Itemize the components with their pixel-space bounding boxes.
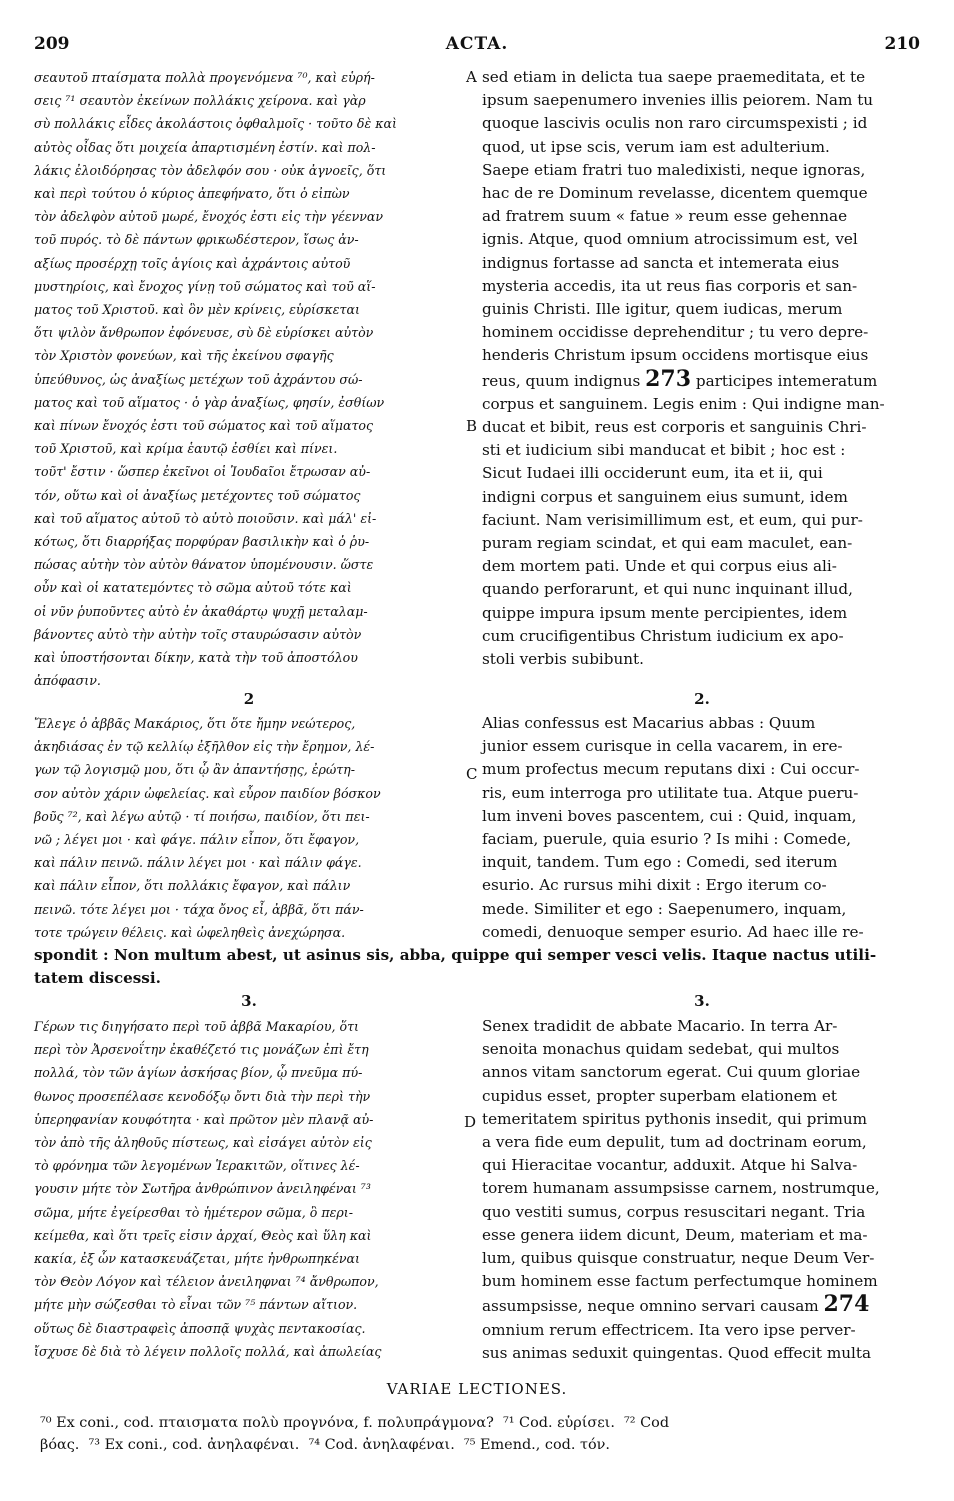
greek-section-3-heading: 3. [241, 992, 257, 1010]
latin-section-2-heading: 2. [694, 690, 710, 708]
right-page-number: 210 [884, 34, 920, 54]
greek-text-section-2: Ἔλεγε ὁ ἀββᾶς Μακάριος, ὅτι ὅτε ἤμην νεώτερος, ἀκηδιάσας ἐν τῷ κελλίῳ ἐξῆλθον εἰς τὴν ἔρημον, λέ- γων τῷ λογισμῷ μου, ὅτι ᾧ ἂν ἀπαντήσῃς, ἐρώτη- σον αὐτὸν χάριν ὠφελείας. καὶ εὗρον παιδίον βόσκον βοῦς ⁷², καὶ λέγω αὐτῷ · τί ποιήσω, παιδίον, ὅτι πει- νῶ ; λέγει μοι · καὶ φάγε. πάλιν εἶπον, ὅτι ἔφαγον, καὶ πάλιν πεινῶ. πάλιν λέγει μοι · καὶ πάλιν φάγε. καὶ πάλιν εἶπον, ὅτι πολλάκις ἔφαγον, καὶ πάλιν πεινῶ. τότε λέγει μοι · τάχα ὄνος εἶ, ἀββᾶ, ὅτι πάν- τοτε τρώγειν θέλεις. καὶ ὠφεληθεὶς ἀνεχώρησα. [34, 716, 381, 940]
latin-text-1-part-b: participes intemeratum corpus et sanguinem. Legis enim : Qui indigne man- ducat et bibit, reus est corporis et sanguinis Chri- sti et iudicium sibi manducat et bibit ; hoc est : Sicut Iudaei illi occiderunt eum, ita et ii, qui indigni corpus et sanguinem eius sumunt, idem faciunt. Nam verisimillimum est, et eum, qui pur- puram regiam scindat, et qui eam maculet, ean- dem mortem pati. Unde et qui corpus eius ali- quando perforarunt, et qui nunc inquinant illud, quippe impura ipsum mente percipientes, idem cum crucifigentibus Christum iudicium ex apo- stoli verbis subibunt. [482, 371, 885, 669]
variae-line-1: ⁷⁰ Ex coni., cod. πταισματα πολὺ προγνόνα, f. πολυπράγμονα? ⁷¹ Cod. εὑρίσει. ⁷² Cod [40, 1415, 670, 1431]
margin-letter-d: D [464, 1113, 477, 1131]
variae-line-2: βόας. ⁷³ Ex coni., cod. ἀνηλαφέναι. ⁷⁴ Cod. ἀνηλαφέναι. ⁷⁵ Emend., cod. τόν. [40, 1437, 610, 1453]
latin-text-section-3 [482, 1015, 922, 1365]
latin-text-3-part-b: omnium rerum effectricem. Ita vero ipse perver- sus animas seduxit quingentas. Quod effecit multa [482, 1320, 872, 1362]
greek-section-2-heading: 2 [243, 690, 255, 708]
column-number-273: 273 [645, 365, 692, 392]
column-number-274: 274 [823, 1291, 870, 1318]
latin-section-3-heading: 3. [694, 992, 710, 1010]
variae-lectiones-heading: VARIAE LECTIONES. [386, 1380, 568, 1398]
greek-text-section-1: σεαυτοῦ πταίσματα πολλὰ προγενόμενα ⁷⁰, καὶ εὑρή- σεις ⁷¹ σεαυτὸν ἐκείνων πολλάκις χείρονα. καὶ γὰρ σὺ πολλάκις εἶδες ἀκολάστοις ὀφθαλμοῖς · τοῦτο δὲ καὶ αὐτὸς οἶδας ὅτι μοιχεία ἀπαρτισμένη ἐστίν. καὶ πολ- λάκις ἐλοιδόρησας τὸν ἀδελφόν σου · οὐκ ἀγνοεῖς, ὅτι καὶ περὶ τούτου ὁ κύριος ἀπεφήνατο, ὅτι ὁ εἰπὼν τὸν ἀδελφὸν αὐτοῦ μωρέ, ἔνοχός ἐστι εἰς τὴν γέενναν τοῦ πυρός. τὸ δὲ πάντων φρικωδέστερον, ἴσως ἀν- αξίως προσέρχῃ τοῖς ἁγίοις καὶ ἀχράντοις αὐτοῦ μυστηρίοις, καὶ ἔνοχος γίνῃ τοῦ σώματος καὶ τοῦ αἵ- ματος τοῦ Χριστοῦ. καὶ ὃν μὲν κρίνεις, εὑρίσκεται ὅτι ψιλὸν ἄνθρωπον ἐφόνευσε, σὺ δὲ εὑρίσκει αὐτὸν τὸν Χριστὸν φονεύων, καὶ τῆς ἐκείνου σφαγῆς ὑπεύθυνος, ὡς ἀναξίως μετέχων τοῦ ἀχράντου σώ- ματος καὶ τοῦ αἵματος · ὁ γὰρ ἀναξίως, φησίν, ἐσθίων καὶ πίνων ἔνοχός ἐστι τοῦ σώματος καὶ τοῦ αἵματος τοῦ Χριστοῦ, καὶ κρίμα ἑαυτῷ ἐσθίει καὶ πίνει. τοῦτ' ἔστιν · ὥσπερ ἐκεῖνοι οἱ Ἰουδαῖοι ἔτρωσαν αὐ- τόν, οὕτω καὶ οἱ ἀναξίως μετέχοντες τοῦ σώματος καὶ τοῦ αἵματος αὐτοῦ τὸ αὐτὸ ποιοῦσιν. καὶ μάλ' εἰ- κότως, ὅτι διαρρήξας πορφύραν βασιλικὴν καὶ ὁ ῥυ- πώσας αὐτὴν τὸν αὐτὸν θάνατον ὑπομένουσιν. ὥστε οὖν καὶ οἱ κατατεμόντες τὸ σῶμα αὐτοῦ τότε καὶ οἱ νῦν ῥυποῦντες αὐτὸ ἐν ἀκαθάρτῳ ψυχῇ μεταλαμ- βάνοντες αὐτὸ τὴν αὐτὴν τοῖς σταυρώσασιν αὐτὸν καὶ ὑποστήσονται δίκην, κατὰ τὴν τοῦ ἀποστόλου ἀπόφασιν. [34, 70, 397, 689]
latin-text-1-part-a: sed etiam in delicta tua saepe praemeditata, et te ipsum saepenumero invenies illis peiorem. Nam tu quoque lascivis oculis non raro circumspexisti ; id quod, ut ipse scis, verum iam est adulterium. Saepe etiam fratri tuo maledixisti, neque ignoras, hac de re Dominum revelasse, dicentem quemque ad fratrem suum « fatue » reum esse gehennae ignis. Atque, quod omnium atrocissimum est, vel indignus fortasse ad sancta et intemerata eius mysteria accedis, ita ut reus fias corporis et san- guinis Christi. Ille igitur, quem iudicas, merum hominem occidisse deprehenditur ; tu vero depre- henderis Christum ipsum occidens mortisque eius reus, quum indignus [482, 68, 874, 390]
margin-letter-a: A [466, 68, 477, 86]
latin-fullwidth-conclusion: spondit : Non multum abest, ut asinus sis, abba, quippe qui semper vesci velis. Itaque nactus utili- tatem discessi. [34, 946, 877, 988]
margin-letter-b: B [466, 417, 478, 435]
greek-text-section-3: Γέρων τις διηγήσατο περὶ τοῦ ἀββᾶ Μακαρίου, ὅτι περὶ τὸν Ἀρσενοΐτην ἐκαθέζετό τις μονάζων ἐπὶ ἔτη πολλά, τὸν τῶν ἁγίων ἀσκήσας βίον, ᾧ πνεῦμα πύ- θωνος προσεπέλασε κενοδόξῳ ὄντι διὰ τὴν περὶ τὴν ὑπερηφανίαν κουφότητα · καὶ πρῶτον μὲν πλανᾷ αὐ- τὸν ἀπὸ τῆς ἀληθοῦς πίστεως, καὶ εἰσάγει αὐτὸν εἰς τὸ φρόνημα τῶν λεγομένων Ἱερακιτῶν, οἵτινες λέ- γουσιν μήτε τὸν Σωτῆρα ἀνθρώπινον ἀνειληφέναι ⁷³ σῶμα, μήτε ἐγείρεσθαι τὸ ἡμέτερον σῶμα, ὃ περι- κείμεθα, καὶ ὅτι τρεῖς εἰσιν ἀρχαί, Θεὸς καὶ ὕλη καὶ κακία, ἐξ ὧν κατασκευάζεται, μήτε ἠνθρωπηκέναι τὸν Θεὸν Λόγον καὶ τέλειον ἀνειληφναι ⁷⁴ ἄνθρωπον, μήτε μὴν σώζεσθαι τὸ εἶναι τῶν ⁷⁵ πάντων αἴτιον. οὕτως δὲ διαστραφεὶς ἀποσπᾷ ψυχὰς πεντακοσίας. ἴσχυσε δὲ διὰ τὸ λέγειν πολλοῖς πολλά, καὶ ἀπωλείας [34, 1019, 382, 1359]
latin-text-section-2: Alias confessus est Macarius abbas : Quum junior essem curisque in cella vacarem, in ere- mum profectus mecum reputans dixi : Cui occur- ris, eum interroga pro utilitate tua. Atque pueru- lum inveni boves pascentem, cui : Quid, inquam, faciam, puerule, quia esurio ? Is mihi : Comede, inquit, tandem. Tum ego : Comedi, sed iterum esurio. Ac rursus mihi dixit : Ergo iterum co- mede. Similiter et ego : Saepenumero, inquam, comedi, denuoque semper esurio. Ad haec ille re- [482, 714, 864, 941]
margin-letter-c: C [466, 765, 478, 783]
latin-text-3-part-a: Senex tradidit de abbate Macario. In terra Ar- senoita monachus quidam sedebat, qui multos annos vitam sanctorum egerat. Cui quum gloriae cupidus esset, propter superbam elationem et temeritatem spiritus pythonis insedit, qui primum a vera fide eum depulit, tum ad doctrinam eorum, qui Hieracitae vocantur, adduxit. Atque hi Salva- torem humanam assumpsisse carnem, nostrumque, quo vestiti sumus, corpus resuscitari negant. Tria esse genera iidem dicunt, Deum, materiam et ma- lum, quibus quisque construatur, neque Deum Ver- bum hominem esse factum perfectumque hominem assumpsisse, neque omnino servari causam [482, 1017, 880, 1316]
running-title: ACTA. [445, 34, 509, 54]
latin-text-section-1 [482, 66, 922, 671]
left-page-number: 209 [34, 34, 70, 54]
